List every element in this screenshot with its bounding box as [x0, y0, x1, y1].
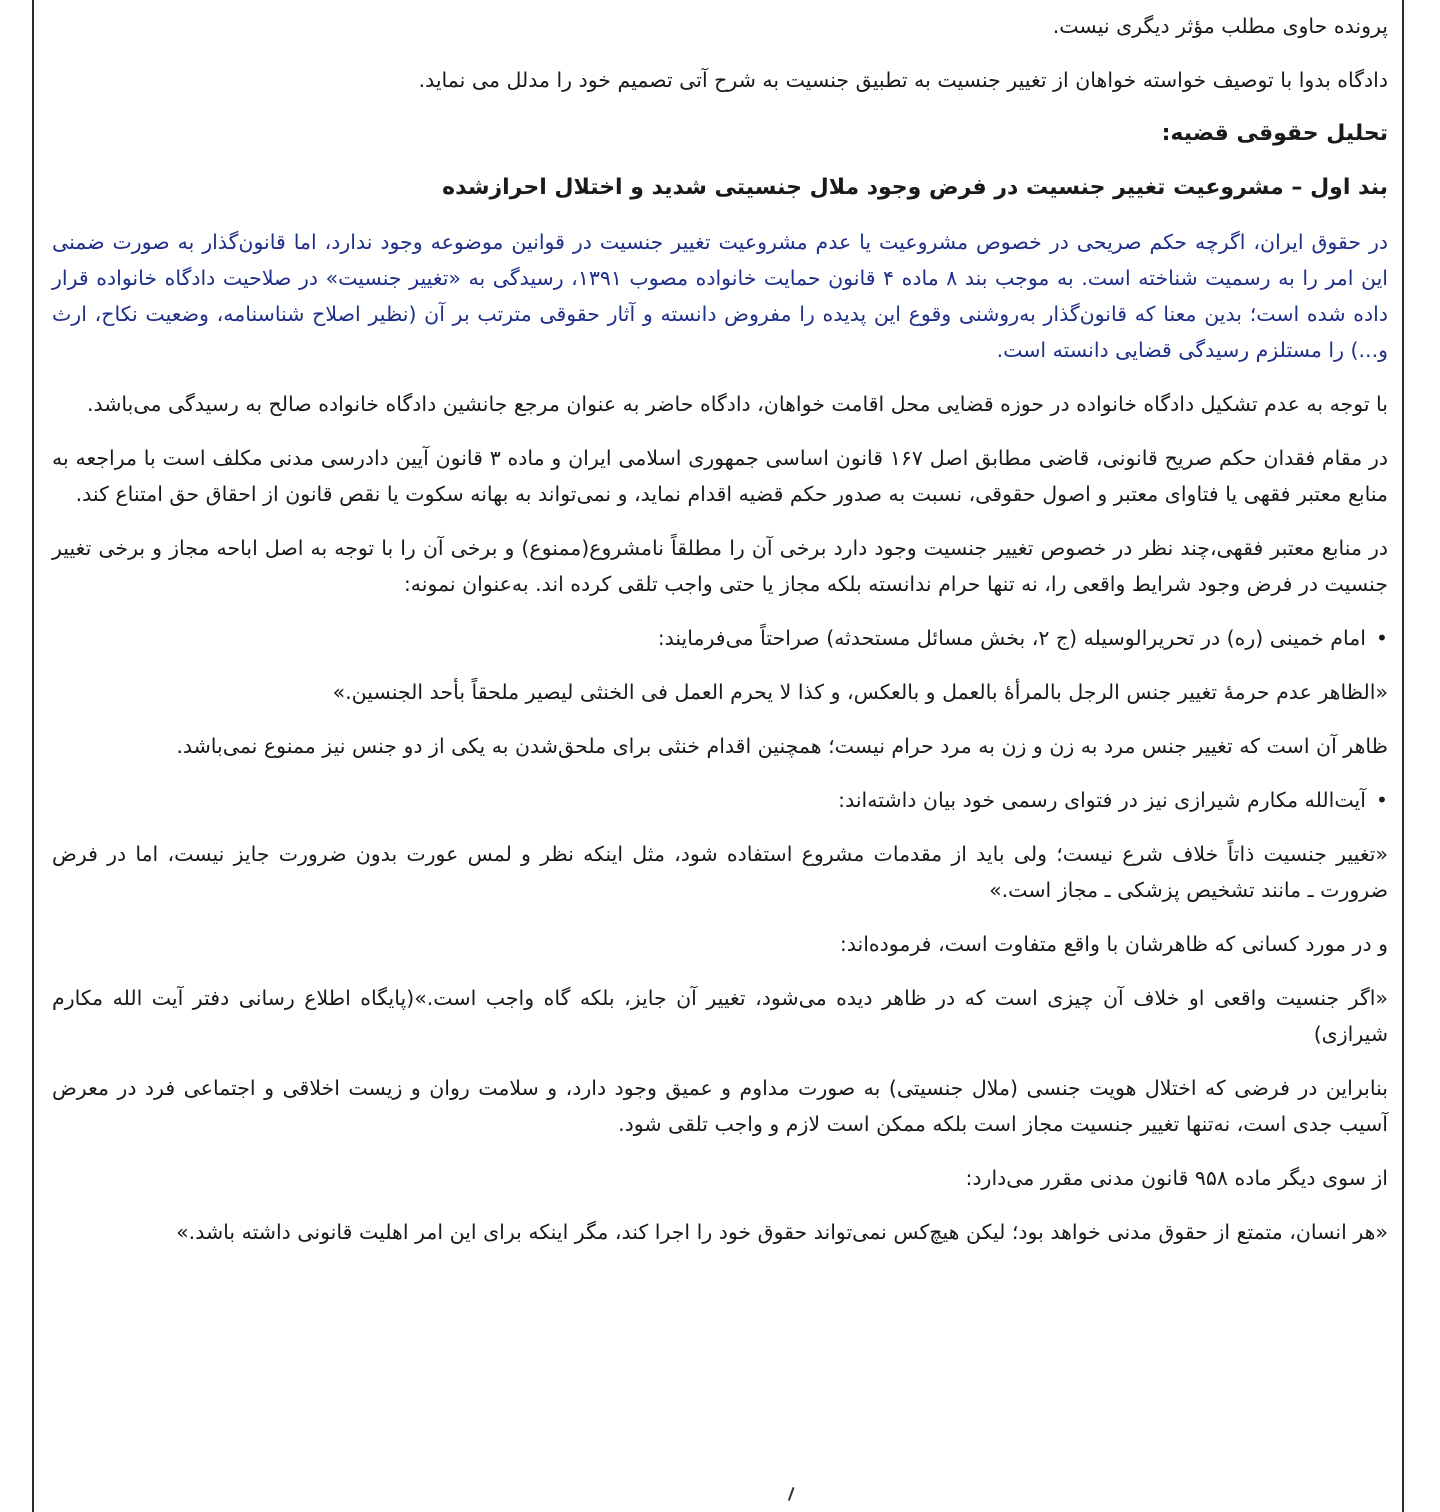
quote-1: «الظاهر عدم حرمهٔ تغییر جنس الرجل بالمرأهٔ بالعمل و بالعکس، و کذا لا یحرم العمل فی الخنثی لیصیر ملحقاً بأحد الجنسین.»	[332, 680, 1388, 704]
intro-line-2: دادگاه بدوا با توصیف خواسته خواهان از تغییر جنسیت به تطبیق جنسیت به شرح آتی تصمیم خود را مدلل می نماید.	[418, 68, 1388, 92]
intro-line-1: پرونده حاوی مطلب مؤثر دیگری نیست.	[1052, 14, 1388, 38]
paragraph-4: در منابع معتبر فقهی،چند نظر در خصوص تغییر جنسیت وجود دارد برخی آن را مطلقاً نامشروع(ممنوع) و برخی آن را با توجه به اصل اباحه مجاز و برخی تغییر جنسیت در فرض وجود شرایط واقعی را، نه تنها حرام ندانسته بلکه مجاز یا حتی واجب تلقی کرده اند. به‌عنوان نمونه:	[52, 536, 1388, 596]
heading-legal-analysis: تحلیل حقوقی قضیه:	[1161, 121, 1388, 146]
quote-4: «هر انسان، متمتع از حقوق مدنی خواهد بود؛ لیکن هیچ‌کس نمی‌تواند حقوق خود را اجرا کند، مگر اینکه برای این امر اهلیت قانونی داشته باشد.»	[176, 1220, 1388, 1244]
paragraph-1: در حقوق ایران، اگرچه حکم صریحی در خصوص مشروعیت یا عدم مشروعیت تغییر جنسیت در قوانین موضوعه وجود ندارد، اما قانون‌گذار به صورت ضمنی این امر را به رسمیت شناخته است. به موجب بند ۸ ماده ۴ قانون حمایت خانواده مصوب ۱۳۹۱، رسیدگی به «تغییر جنسیت» در صلاحیت دادگاه خانواده قرار داده شده است؛ بدین معنا که قانون‌گذار به‌روشنی وقوع این پدیده را مفروض دانسته و آثار حقوقی مترتب بر آن (نظیر اصلاح شناسنامه، وضعیت نکاح، ارث و...) را مستلزم رسیدگی قضایی دانسته است.	[52, 230, 1389, 362]
paragraph-3: در مقام فقدان حکم صریح قانونی، قاضی مطابق اصل ۱۶۷ قانون اساسی جمهوری اسلامی ایران و ماده ۳ قانون آیین دادرسی مدنی مکلف است با مراجعه به منابع معتبر فقهی یا فتاوای معتبر و اصول حقوقی، نسبت به صدور حکم قضیه اقدام نماید، و نمی‌تواند به بهانه سکوت یا نقص قانون از احقاق حق امتناع کند.	[52, 446, 1388, 506]
document-body	[52, 8, 1388, 1268]
bullet-item-1: • امام خمینی (ره) در تحریرالوسیله (ج ۲، بخش مسائل مستحدثه) صراحتاً می‌فرمایند:	[52, 620, 1388, 656]
paragraph-7: بنابراین در فرضی که اختلال هویت جنسی (ملال جنسیتی) به صورت مداوم و عمیق وجود دارد، و سلامت روان و زیست اخلاقی و اجتماعی فرد در معرض آسیب جدی است، نه‌تنها تغییر جنسیت مجاز است بلکه ممکن است لازم و واجب تلقی شود.	[52, 1076, 1388, 1136]
paragraph-8: از سوی دیگر ماده ۹۵۸ قانون مدنی مقرر می‌دارد:	[965, 1166, 1388, 1190]
paragraph-2: با توجه به عدم تشکیل دادگاه خانواده در حوزه قضایی محل اقامت خواهان، دادگاه حاضر به عنوان مرجع جانشین دادگاه خانواده صالح به رسیدگی می‌باشد.	[86, 392, 1388, 416]
paragraph-5: ظاهر آن است که تغییر جنس مرد به زن و زن به مرد حرام نیست؛ همچنین اقدام خنثی برای ملحق‌شدن به یکی از دو جنس نیز ممنوع نمی‌باشد.	[176, 734, 1388, 758]
quote-2: «تغییر جنسیت ذاتاً خلاف شرع نیست؛ ولی باید از مقدمات مشروع استفاده شود، مثل اینکه نظر و لمس عورت بدون ضرورت جایز نیست، اما در فرض ضرورت ـ مانند تشخیص پزشکی ـ مجاز است.»	[52, 842, 1388, 902]
paragraph-6: و در مورد کسانی که ظاهرشان با واقع متفاوت است، فرموده‌اند:	[839, 932, 1388, 956]
bullet-item-2: • آیت‌الله مکارم شیرازی نیز در فتوای رسمی خود بیان داشته‌اند:	[52, 782, 1388, 818]
heading-section-1: بند اول – مشروعیت تغییر جنسیت در فرض وجود ملال جنسیتی شدید و اختلال احرازشده	[442, 175, 1388, 200]
quote-3: «اگر جنسیت واقعی او خلاف آن چیزی است که در ظاهر دیده می‌شود، تغییر آن جایز، بلکه گاه واجب است.»(پایگاه اطلاع رسانی دفتر آیت الله مکارم شیرازی)	[52, 986, 1388, 1046]
